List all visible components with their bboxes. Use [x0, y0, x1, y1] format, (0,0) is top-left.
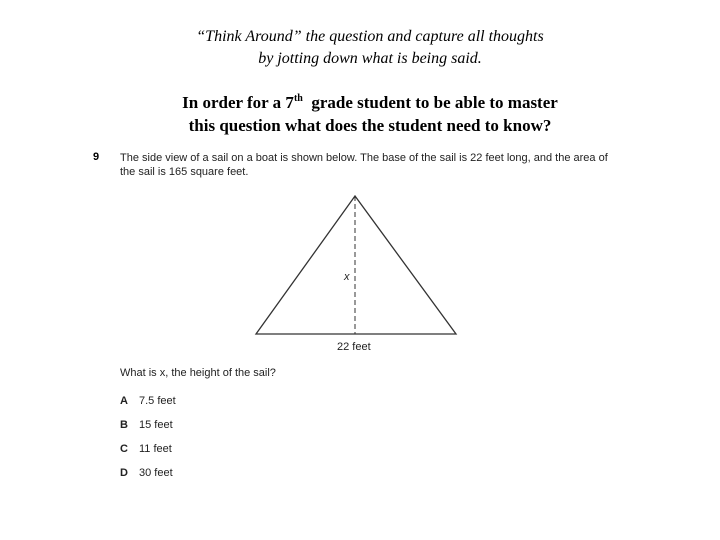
prompt-part-2: grade student to be able to master — [311, 93, 558, 112]
choice-text: 30 feet — [139, 467, 173, 479]
choice-c[interactable] — [120, 443, 176, 467]
choice-text: 15 feet — [139, 419, 173, 431]
prompt-superscript: th — [293, 93, 303, 104]
prompt-line-1 — [110, 91, 630, 114]
sail-triangle — [256, 196, 456, 334]
choice-letter: B — [120, 419, 128, 431]
choice-text: 11 feet — [139, 443, 172, 455]
base-label: 22 feet — [337, 341, 371, 353]
choice-d[interactable] — [120, 467, 176, 491]
question-text: The side view of a sail on a boat is shown below. The base of the sail is 22 feet long, and the area of the sail is 165 square feet. — [120, 152, 608, 178]
prompt-part-1: In order for a 7 — [182, 93, 294, 112]
choice-letter: A — [120, 395, 128, 407]
question-number: 9 — [93, 151, 100, 163]
prompt-text — [110, 91, 630, 137]
intro-text — [110, 26, 630, 70]
question-ask: What is x, the height of the sail? — [120, 367, 276, 379]
intro-line-1: “Think Around” the question and capture all thoughts — [196, 28, 544, 45]
choice-a[interactable] — [120, 395, 176, 419]
choice-letter: C — [120, 443, 128, 455]
choice-b[interactable] — [120, 419, 176, 443]
choice-text: 7.5 feet — [139, 395, 176, 407]
height-label: x — [344, 271, 350, 283]
choice-letter: D — [120, 467, 128, 479]
intro-line-2: by jotting down what is being said. — [258, 50, 482, 67]
prompt-line-2: this question what does the student need to know? — [188, 116, 552, 135]
sail-triangle-figure — [240, 190, 480, 360]
answer-choices — [120, 395, 176, 491]
